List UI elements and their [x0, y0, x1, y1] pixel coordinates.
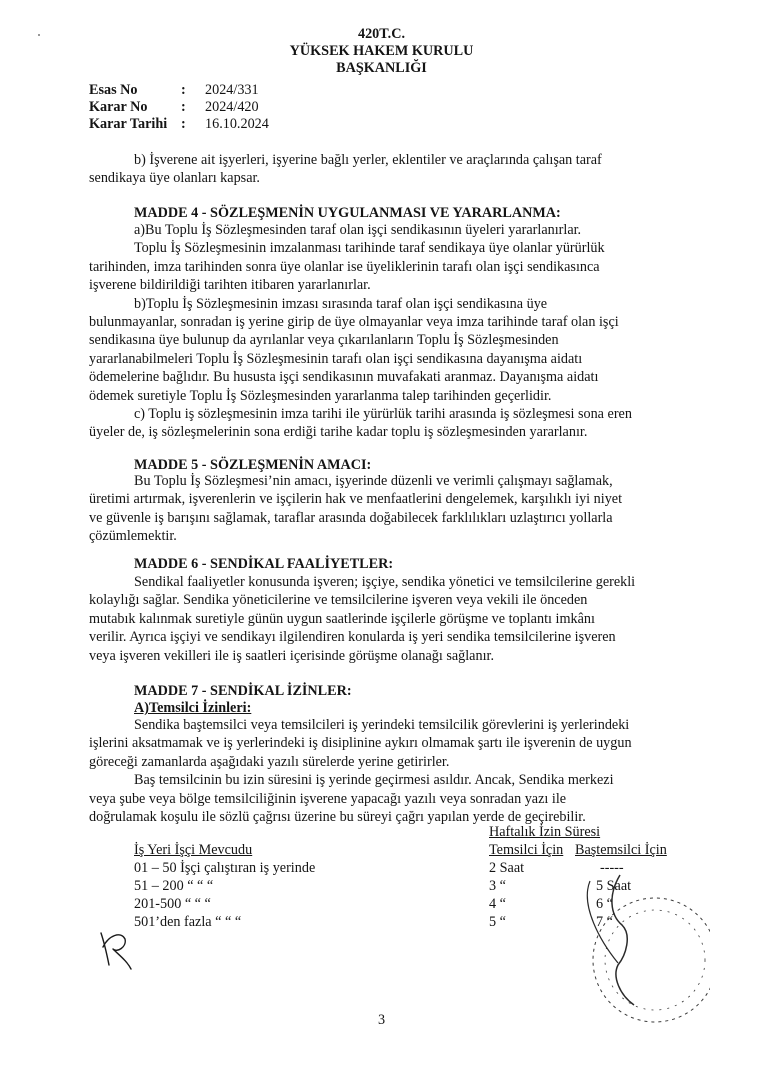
- table-cell-bas: 5 Saat: [596, 878, 632, 894]
- text-line: çözümlemektir.: [89, 528, 177, 545]
- table-head-right: Haftalık İzin Süresi: [489, 824, 601, 840]
- esas-value: 2024/331: [205, 82, 259, 98]
- table-cell-range: 01 – 50 İşçi çalıştıran iş yerinde: [134, 860, 316, 876]
- tarih-colon: :: [181, 116, 186, 132]
- header-line-2: YÜKSEK HAKEM KURULU: [289, 43, 474, 59]
- tarih-label: Karar Tarihi: [89, 116, 168, 132]
- madde-7-subheading: [134, 700, 251, 717]
- text-line: mutabık kalınmak suretiyle günün uygun saatlerinde işçilerle görüşme ve toplantı imkânı: [89, 610, 595, 627]
- tarih-value: 16.10.2024: [205, 116, 269, 132]
- text-line: işlerini aksatmamak ve iş yerlerindeki iş disiplinine aykırı olmamak şartı ile işverenin de uygun: [89, 735, 632, 752]
- table-cell-bas: 7 “: [596, 914, 613, 930]
- table-col-3-header: Baştemsilci İçin: [575, 842, 667, 858]
- table-cell-bas: 6 “: [596, 896, 613, 912]
- madde-5-heading: MADDE 5 - SÖZLEŞMENİN AMACI:: [134, 457, 372, 473]
- subheading-text: A)Temsilci İzinleri:: [134, 700, 252, 716]
- madde-4-heading: MADDE 4 - SÖZLEŞMENİN UYGULANMASI VE YARARLANMA:: [134, 205, 561, 221]
- text-line: b)Toplu İş Sözleşmesinin imzası sırasında taraf olan işçi sendikasına üye: [134, 295, 548, 312]
- madde-7-body: [89, 716, 679, 826]
- text-line: b) İşverene ait işyerleri, işyerine bağlı yerler, eklentiler ve araçlarında çalışan taraf: [134, 152, 602, 168]
- karar-label: Karar No: [89, 99, 148, 115]
- esas-colon: :: [181, 82, 186, 98]
- text-line: Bu Toplu İş Sözleşmesi’nin amacı, işyerinde düzenli ve verimli çalışmayı sağlamak,: [134, 473, 613, 489]
- table-cell-temsilci: 3 “: [489, 878, 506, 894]
- text-line: Sendika baştemsilci veya temsilcileri iş yerindeki temsilcilik görevlerini iş yerlerindeki: [134, 717, 630, 733]
- text-line: a)Bu Toplu İş Sözleşmesinden taraf olan işçi sendikasının üyeleri yararlanırlar.: [134, 222, 582, 238]
- text-line: veya işveren vekilleri ile iş saatleri içerisinde görüşme olanağı sağlanır.: [89, 647, 494, 664]
- table-cell-bas: -----: [600, 860, 624, 876]
- text-line: Toplu İş Sözleşmesinin imzalanması tarihinde taraf sendikaya üye olanlar yürürlük: [134, 240, 605, 257]
- header-line-3: BAŞKANLIĞI: [336, 60, 427, 76]
- text-line: üretimi artırmak, işverenlerin ve işçilerin hak ve menfaatlerini dengelemek, karşılıklı iyi niyet: [89, 491, 623, 508]
- text-line: tarihinden, imza tarihinden sonra üye olanlar ise üyeliklerinin tarafı olan işçi sendikasınca: [89, 258, 600, 275]
- text-line: yararlanabilmeleri Toplu İş Sözleşmesinin tarafı olan işçi sendikasına dayanışma aidatı: [89, 350, 583, 367]
- table-col-2-header: Temsilci İçin: [489, 842, 564, 858]
- intro-paragraph: [89, 151, 679, 188]
- text-line: kolaylığı sağlar. Sendika yöneticilerine ve temsilcilerine işveren veya vekili ile önceden: [89, 592, 588, 609]
- text-line: üyeler de, iş sözleşmelerinin sona erdiği tarihe kadar toplu iş sözleşmesinden yararlanır.: [89, 424, 588, 441]
- table-cell-range: 51 – 200 “ “ “: [134, 878, 214, 894]
- esas-label: Esas No: [89, 82, 138, 98]
- table-cell-range: 201-500 “ “ “: [134, 896, 211, 912]
- madde-5-body: [89, 472, 679, 546]
- madde-6-body: [89, 573, 679, 665]
- text-line: göreceği zamanlarda aşağıdaki yazılı sürelerde yerine getirirler.: [89, 753, 450, 770]
- madde-7-heading: MADDE 7 - SENDİKAL İZİNLER:: [134, 683, 352, 699]
- table-cell-temsilci: 4 “: [489, 896, 506, 912]
- text-line: sendikasına üye bulunup da ayrılanlar veya çıkarılanların Toplu İş Sözleşmesinden: [89, 332, 559, 349]
- text-line: ödemek suretiyle Toplu İş Sözleşmesinden yararlanma talep tarihinden geçerlidir.: [89, 387, 552, 404]
- text-line: c) Toplu iş sözleşmesinin imza tarihi ile yürürlük tarihi arasında iş sözleşmesi sona eren: [134, 406, 632, 423]
- table-cell-range: 501’den fazla “ “ “: [134, 914, 242, 930]
- header-line-1: 420T.C.: [357, 26, 406, 42]
- table-cell-temsilci: 5 “: [489, 914, 506, 930]
- text-line: sendikaya üye olanları kapsar.: [89, 170, 260, 187]
- text-line: Sendikal faaliyetler konusunda işveren; işçiye, sendika yönetici ve temsilcilerine gerekli: [134, 574, 636, 590]
- text-line: doğrulamak koşulu ile sözlü çağrısı üzerine bu süreyi çağrı yapılan yerde de geçirebilir.: [89, 809, 586, 826]
- text-line: bulunmayanlar, sonradan iş yerine girip de üye olmayanlar veya imza tarihinde taraf olan işçi: [89, 314, 619, 331]
- text-line: Baş temsilcinin bu izin süresini iş yerinde geçirmesi asıldır. Ancak, Sendika merkezi: [134, 772, 614, 789]
- karar-colon: :: [181, 99, 186, 115]
- text-line: ve güvenle iş barışını sağlamak, taraflar arasında doğabilecek farklılıkları uzlaştırıcı yollarla: [89, 509, 613, 526]
- table-cell-temsilci: 2 Saat: [489, 860, 525, 876]
- text-line: veya şube veya bölge temsilciliğinin işverene yapacağı yazılı veya sonradan yazı ile: [89, 790, 567, 807]
- signature-initial-icon: [95, 925, 139, 978]
- text-line: işverene bildirildiği tarihten itibaren yararlanırlar.: [89, 277, 371, 294]
- madde-4-body: [89, 221, 679, 442]
- text-line: ödemelerine bağlıdır. Bu hususta işçi sendikasının muvafakati aranmaz. Dayanışma aidatı: [89, 369, 599, 386]
- text-line: verilir. Ayrıca işçiyi ve sendikayı ilgilendiren konularda iş yeri sendika temsilcilerine işveren: [89, 629, 616, 646]
- madde-6-heading: MADDE 6 - SENDİKAL FAALİYETLER:: [134, 556, 394, 572]
- karar-value: 2024/420: [205, 99, 259, 115]
- table-col-1-header: İş Yeri İşçi Mevcudu: [134, 842, 253, 858]
- page-number: 3: [377, 1012, 386, 1028]
